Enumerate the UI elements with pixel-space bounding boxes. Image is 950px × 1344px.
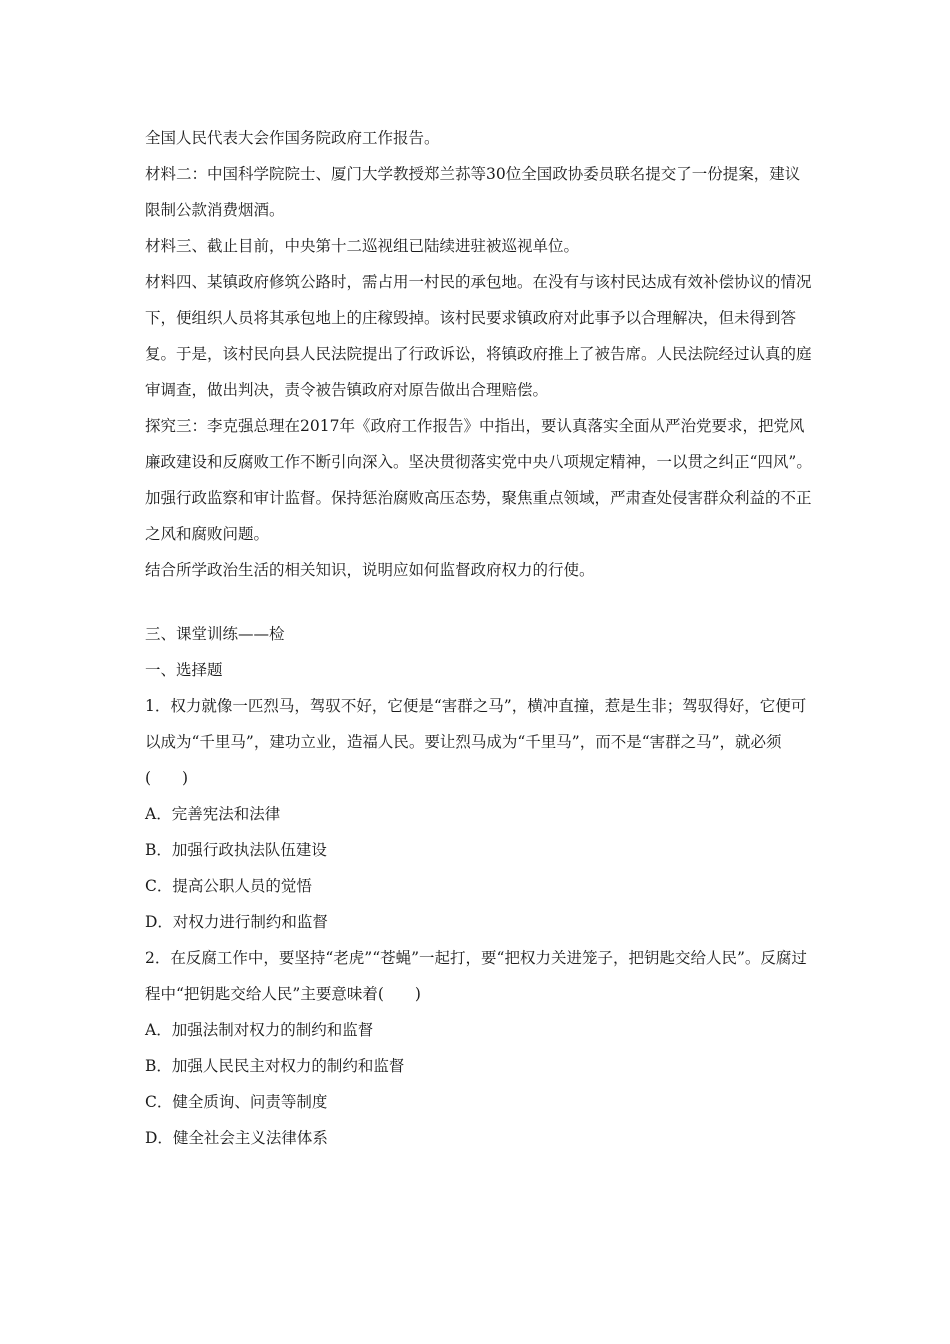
section-gap xyxy=(145,588,815,616)
option-a: A．加强法制对权力的制约和监督 xyxy=(145,1021,374,1039)
option-b: B．加强人民民主对权力的制约和监督 xyxy=(145,1057,405,1075)
option-c: C．提高公职人员的觉悟 xyxy=(145,877,312,895)
option-b: B．加强行政执法队伍建设 xyxy=(145,841,327,859)
task-paragraph: 结合所学政治生活的相关知识，说明应如何监督政府权力的行使。 xyxy=(145,561,595,579)
explore-three-paragraph: 探究三：李克强总理在2017年《政府工作报告》中指出，要认真落实全面从严治党要求，把党风廉政建设和反腐败工作不断引向深入。坚决贯彻落实党中央八项规定精神，一以贯之纠正“四风”。加强行政监察和审计监督。保持惩治腐败高压态势，聚焦重点领域，严肃查处侵害群众利益的不正之风和腐败问题。 xyxy=(145,417,812,543)
section-title: 三、课堂训练——检 xyxy=(145,625,285,643)
question-stem: 2．在反腐工作中，要坚持“老虎”“苍蝇”一起打，要“把权力关进笼子，把钥匙交给人民”。反腐过程中“把钥匙交给人民”主要意味着( ) xyxy=(145,949,807,1003)
material-three-paragraph: 材料三、截止目前，中央第十二巡视组已陆续进驻被巡视单位。 xyxy=(145,237,580,255)
option-a: A．完善宪法和法律 xyxy=(145,805,281,823)
page-content xyxy=(145,120,815,1156)
material-two-paragraph: 材料二：中国科学院院士、厦门大学教授郑兰荪等30位全国政协委员联名提交了一份提案，建议限制公款消费烟酒。 xyxy=(145,165,801,219)
question-1 xyxy=(145,688,815,940)
material-four-paragraph: 材料四、某镇政府修筑公路时，需占用一村民的承包地。在没有与该村民达成有效补偿协议的情况下，便组织人员将其承包地上的庄稼毁掉。该村民要求镇政府对此事予以合理解决，但未得到答复。于是，该村民向县人民法院提出了行政诉讼，将镇政府推上了被告席。人民法院经过认真的庭审调查，做出判决，责令被告镇政府对原告做出合理赔偿。 xyxy=(145,273,812,399)
question-2 xyxy=(145,940,815,1156)
option-d: D．对权力进行制约和监督 xyxy=(145,913,328,931)
option-d: D．健全社会主义法律体系 xyxy=(145,1129,328,1147)
intro-paragraph: 全国人民代表大会作国务院政府工作报告。 xyxy=(145,129,440,147)
question-stem: 1．权力就像一匹烈马，驾驭不好，它便是“害群之马”，横冲直撞，惹是生非；驾驭得好，它便可以成为“千里马”，建功立业，造福人民。要让烈马成为“千里马”，而不是“害群之马”，就必须( ) xyxy=(145,697,807,787)
option-c: C．健全质询、问责等制度 xyxy=(145,1093,328,1111)
section-subtitle: 一、选择题 xyxy=(145,661,223,679)
